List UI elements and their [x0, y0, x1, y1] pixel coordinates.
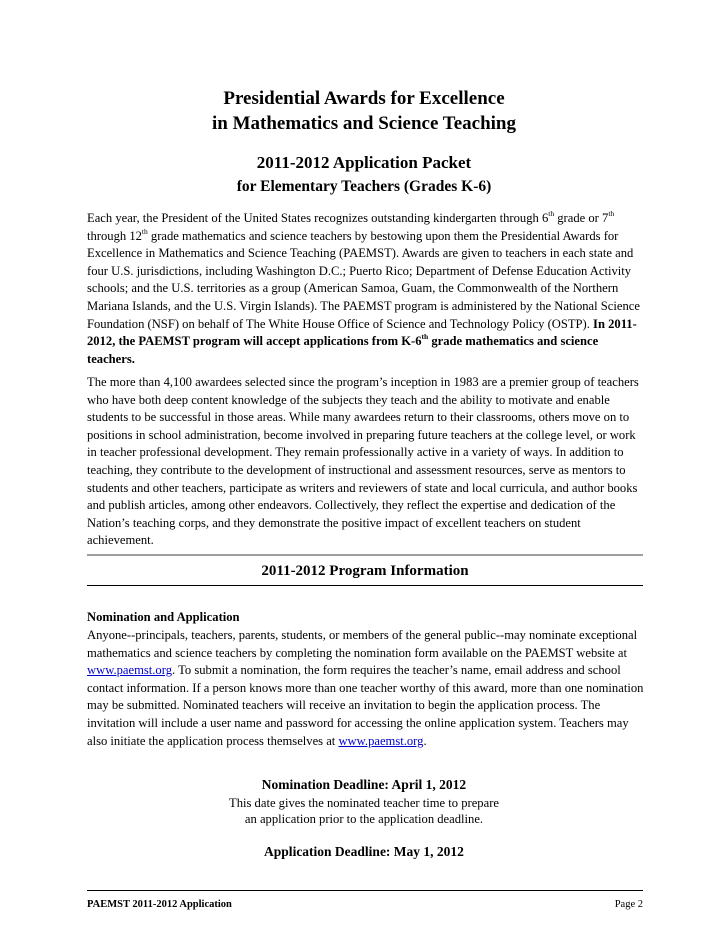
- nomination-paragraph: Anyone--principals, teachers, parents, students, or members of the general public--may nominate exceptional mathematics and science teachers by completing the nomination form available on the PAEMST website at www.paemst.org. To submit a nomination, the form requires the teacher’s name, email address and school contact information. If a person knows more than one teacher worthy of this award, more than one nomination may be submitted. Nominated teachers will receive an invitation to begin the application process. The invitation will include a user name and password for accessing the online application system. Teachers may also initiate the application process themselves at www.paemst.org.: [87, 628, 644, 748]
- packet-title: 2011-2012 Application Packet: [256, 153, 472, 172]
- document-title-line-1: Presidential Awards for Excellence: [223, 88, 505, 109]
- page-footer: [87, 898, 643, 912]
- nomination-note-line-2: an application prior to the application deadline.: [244, 812, 484, 826]
- section-divider-bottom: [87, 585, 643, 586]
- intro-paragraph-2: The more than 4,100 awardees selected since the program’s inception in 1983 are a premier group of teachers who have both deep content knowledge of the subjects they teach and the ability to motivate and enable students to be successful in those areas. While many awardees return to their classrooms, others move on to positions in school administration, become involved in preparing future teachers at the college level, or work in teacher professional development. They remain professionally active in a variety of ways. In addition to teaching, they contribute to the development of instructional and assessment resources, serve as mentors to students and other teachers, participate as writers and reviewers of state and local curricula, and author books and publish articles, among other endeavors. Collectively, they reflect the expertise and dedication of the Nation’s teaching corps, and they demonstrate the positive impact of excellent teachers on student achievement.: [87, 375, 639, 548]
- application-deadline: Application Deadline: May 1, 2012: [264, 844, 464, 859]
- page-number: Page 2: [614, 899, 643, 910]
- footer-title: PAEMST 2011-2012 Application: [87, 899, 232, 910]
- intro-paragraph-1: Each year, the President of the United States recognizes outstanding kindergarten through 6th grade or 7th through 12th grade mathematics and science teachers by bestowing upon them the Presidential Awards for Excellence in Mathematics and Science Teaching (PAEMST). Awards are given to teachers in each state and four U.S. jurisdictions, including Washington D.C.; Puerto Rico; Department of Defense Education Activity schools; and the U.S. territories as a group (American Samoa, Guam, the Commonwealth of the Northern Mariana Islands, and the U.S. Virgin Islands). The PAEMST program is administered by the National Science Foundation (NSF) on behalf of The White House Office of Science and Technology Policy (OSTP). In 2011-2012, the PAEMST program will accept applications from K-6th grade mathematics and science teachers.: [87, 209, 640, 366]
- nomination-deadline: Nomination Deadline: April 1, 2012: [261, 777, 467, 792]
- audience-subtitle: for Elementary Teachers (Grades K-6): [236, 178, 492, 195]
- footer-divider: [87, 890, 643, 891]
- paemst-link-2[interactable]: www.paemst.org: [338, 733, 424, 748]
- document-title-line-2: in Mathematics and Science Teaching: [211, 113, 516, 134]
- section-divider-top: [87, 554, 643, 556]
- nomination-subheading: Nomination and Application: [87, 610, 240, 624]
- program-info-heading: 2011-2012 Program Information: [261, 563, 469, 579]
- nomination-note-line-1: This date gives the nominated teacher time to prepare: [229, 796, 499, 810]
- paemst-link-1[interactable]: www.paemst.org: [87, 663, 172, 678]
